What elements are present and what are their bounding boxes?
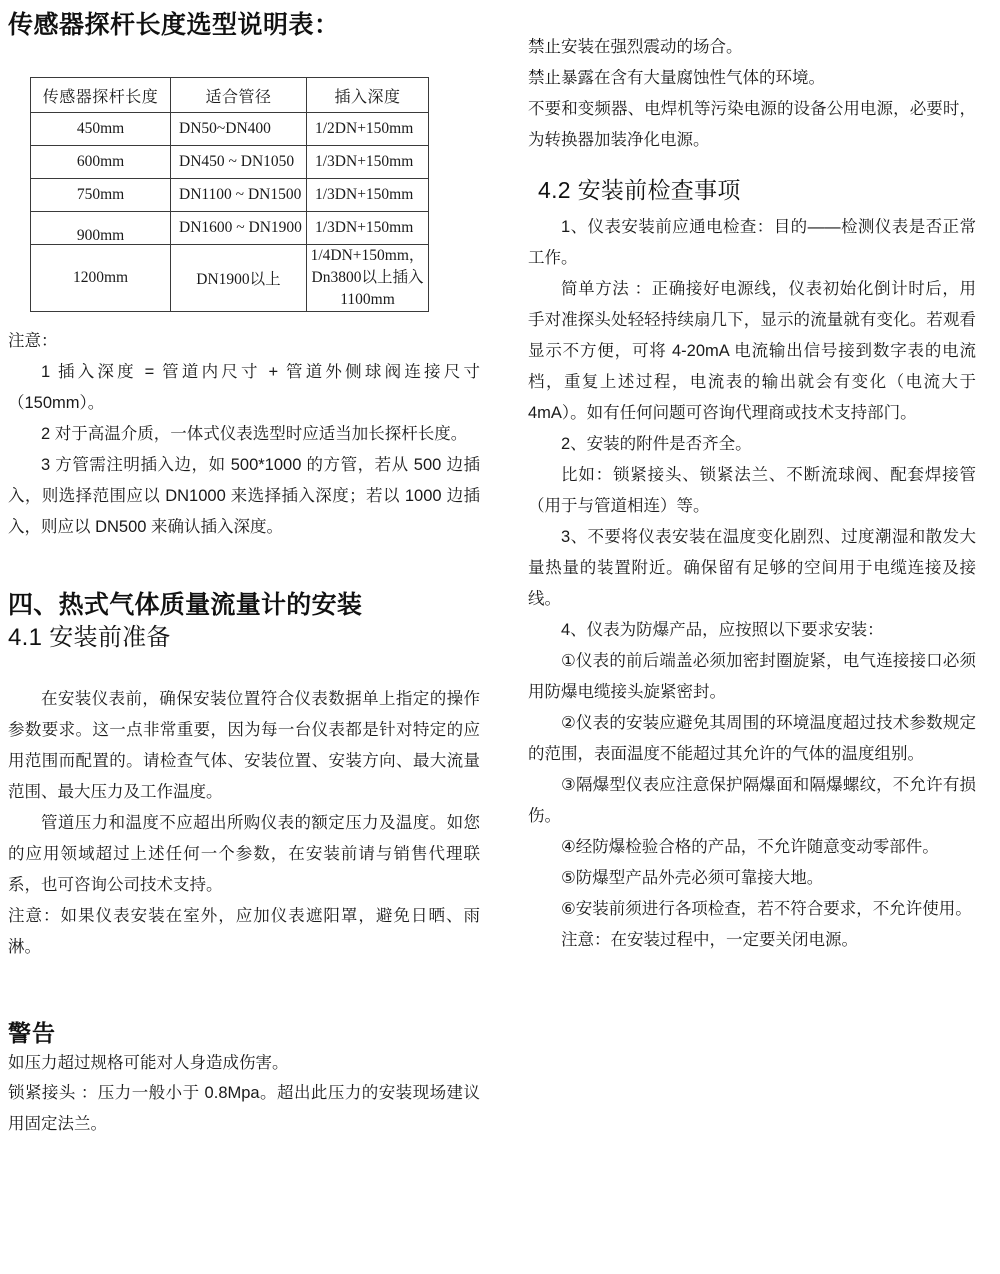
section-42-item: 3、不要将仪表安装在温度变化剧烈、过度潮湿和散发大量热量的装置附近。确保留有足够的空间用于电缆连接及接线。 xyxy=(528,528,976,609)
table-header-row xyxy=(31,78,429,113)
cell-insert-depth: 1/2DN+150mm xyxy=(307,113,429,146)
page-title: 传感器探杆长度选型说明表： xyxy=(8,11,340,39)
section-42-item: 简单方法 ：正确接好电源线，仪表初始化倒计时后，用手对准探头处轻轻持续扇几下，显示的流量就有变化。若观看显示不方便，可将 4-20mA 电流输出信号接到数字表的电流档，重复上述过程，电流表的输出就会有变化（电流大于 4mA）。如有任何问题可咨询代理商或技术支持部门。 xyxy=(528,280,976,423)
th-pipe-diameter: 适合管径 xyxy=(171,78,307,113)
section-42-item: 4、仪表为防爆产品，应按照以下要求安装： xyxy=(561,621,884,640)
section-41-note: 注意：如果仪表安装在室外，应加仪表遮阳罩，避免日晒、雨淋。 xyxy=(8,907,480,957)
cell-pipe-diameter: DN450 ~ DN1050 xyxy=(171,146,307,179)
table-row xyxy=(31,179,429,212)
left-column xyxy=(0,0,500,1140)
note-item: 1 插入深度 = 管道内尺寸 + 管道外侧球阀连接尺寸（150mm）。 xyxy=(8,363,480,413)
explosion-proof-item: ②仪表的安装应避免其周围的环境温度超过技术参数规定的范围，表面温度不能超过其允许的气体的温度组别。 xyxy=(528,714,976,764)
right-column xyxy=(500,0,1000,956)
prohibition-line: 禁止安装在强烈震动的场合。 xyxy=(528,38,743,56)
cell-insert-depth: 1/4DN+150mm，Dn3800以上插入1100mm xyxy=(307,245,429,312)
section-41-paragraph: 管道压力和温度不应超出所购仪表的额定压力及温度。如您的应用领域超过上述任何一个参数，在安装前请与销售代理联系，也可咨询公司技术支持。 xyxy=(8,814,480,895)
explosion-proof-item: ①仪表的前后端盖必须加密封圈旋紧，电气连接接口必须用防爆电缆接头旋紧密封。 xyxy=(528,652,976,702)
notes-label: 注意： xyxy=(8,332,58,351)
cell-insert-depth: 1/3DN+150mm xyxy=(307,146,429,179)
cell-insert-depth: 1/3DN+150mm xyxy=(307,179,429,212)
cell-pipe-diameter: DN1900以上 xyxy=(171,245,307,312)
section-42-item: 2、安装的附件是否齐全。 xyxy=(561,435,752,454)
cell-probe-length xyxy=(31,212,171,245)
explosion-proof-item: ③隔爆型仪表应注意保护隔爆面和隔爆螺纹，不允许有损伤。 xyxy=(528,776,976,826)
th-probe-length: 传感器探杆长度 xyxy=(31,78,171,113)
table-row xyxy=(31,113,429,146)
note-item: 2 对于高温介质，一体式仪表选型时应适当加长探杆长度。 xyxy=(41,425,468,444)
table-row xyxy=(31,212,429,245)
explosion-proof-item: ④经防爆检验合格的产品，不允许随意变动零部件。 xyxy=(561,838,939,857)
section-four-heading: 四、热式气体质量流量计的安装 xyxy=(8,591,363,620)
cell-insert-depth: 1/3DN+150mm xyxy=(307,212,429,245)
section-42-final-note: 注意：在安装过程中，一定要关闭电源。 xyxy=(561,931,858,950)
spec-table-wrapper xyxy=(30,77,480,312)
explosion-proof-item: ⑥安装前须进行各项检查，若不符合要求，不允许使用。 xyxy=(561,900,972,919)
warning-heading: 警告 xyxy=(8,1020,56,1047)
cell-probe-length: 750mm xyxy=(31,179,171,212)
cell-probe-length: 600mm xyxy=(31,146,171,179)
cell-probe-length-text: 900mm xyxy=(76,227,125,245)
note-item: 3 方管需注明插入边，如 500*1000 的方管，若从 500 边插入，则选择范围应以 DN1000 来选择插入深度；若以 1000 边插入，则应以 DN500 来确认插入深度。 xyxy=(8,456,480,537)
prohibition-line: 禁止暴露在含有大量腐蚀性气体的环境。 xyxy=(528,69,825,87)
section-41-heading: 4.1 安装前准备 xyxy=(8,623,171,651)
cell-probe-length: 1200mm xyxy=(31,245,171,312)
sensor-probe-length-table xyxy=(30,77,429,312)
th-insert-depth: 插入深度 xyxy=(307,78,429,113)
section-42-heading: 4.2 安装前检查事项 xyxy=(538,177,741,203)
cell-pipe-diameter: DN1100 ~ DN1500 xyxy=(171,179,307,212)
section-42-item: 1、仪表安装前应通电检查：目的——检测仪表是否正常工作。 xyxy=(528,218,976,268)
cell-pipe-diameter: DN50~DN400 xyxy=(171,113,307,146)
cell-probe-length: 450mm xyxy=(31,113,171,146)
warning-line: 锁紧接头 ：压力一般小于 0.8Mpa。超出此压力的安装现场建议用固定法兰。 xyxy=(8,1083,480,1133)
warning-line: 如压力超过规格可能对人身造成伤害。 xyxy=(8,1053,289,1072)
table-row xyxy=(31,146,429,179)
cell-pipe-diameter: DN1600 ~ DN1900 xyxy=(171,212,307,245)
prohibition-line: 不要和变频器、电焊机等污染电源的设备公用电源，必要时，为转换器加装净化电源。 xyxy=(528,100,976,149)
table-row xyxy=(31,245,429,312)
section-41-paragraph: 在安装仪表前，确保安装位置符合仪表数据单上指定的操作参数要求。这一点非常重要，因为每一台仪表都是针对特定的应用范围而配置的。请检查气体、安装位置、安装方向、最大流量范围、最大压力及工作温度。 xyxy=(8,690,480,802)
section-42-item: 比如：锁紧接头、锁紧法兰、不断流球阀、配套焊接管（用于与管道相连）等。 xyxy=(528,466,976,516)
explosion-proof-item: ⑤防爆型产品外壳必须可靠接大地。 xyxy=(561,869,824,888)
